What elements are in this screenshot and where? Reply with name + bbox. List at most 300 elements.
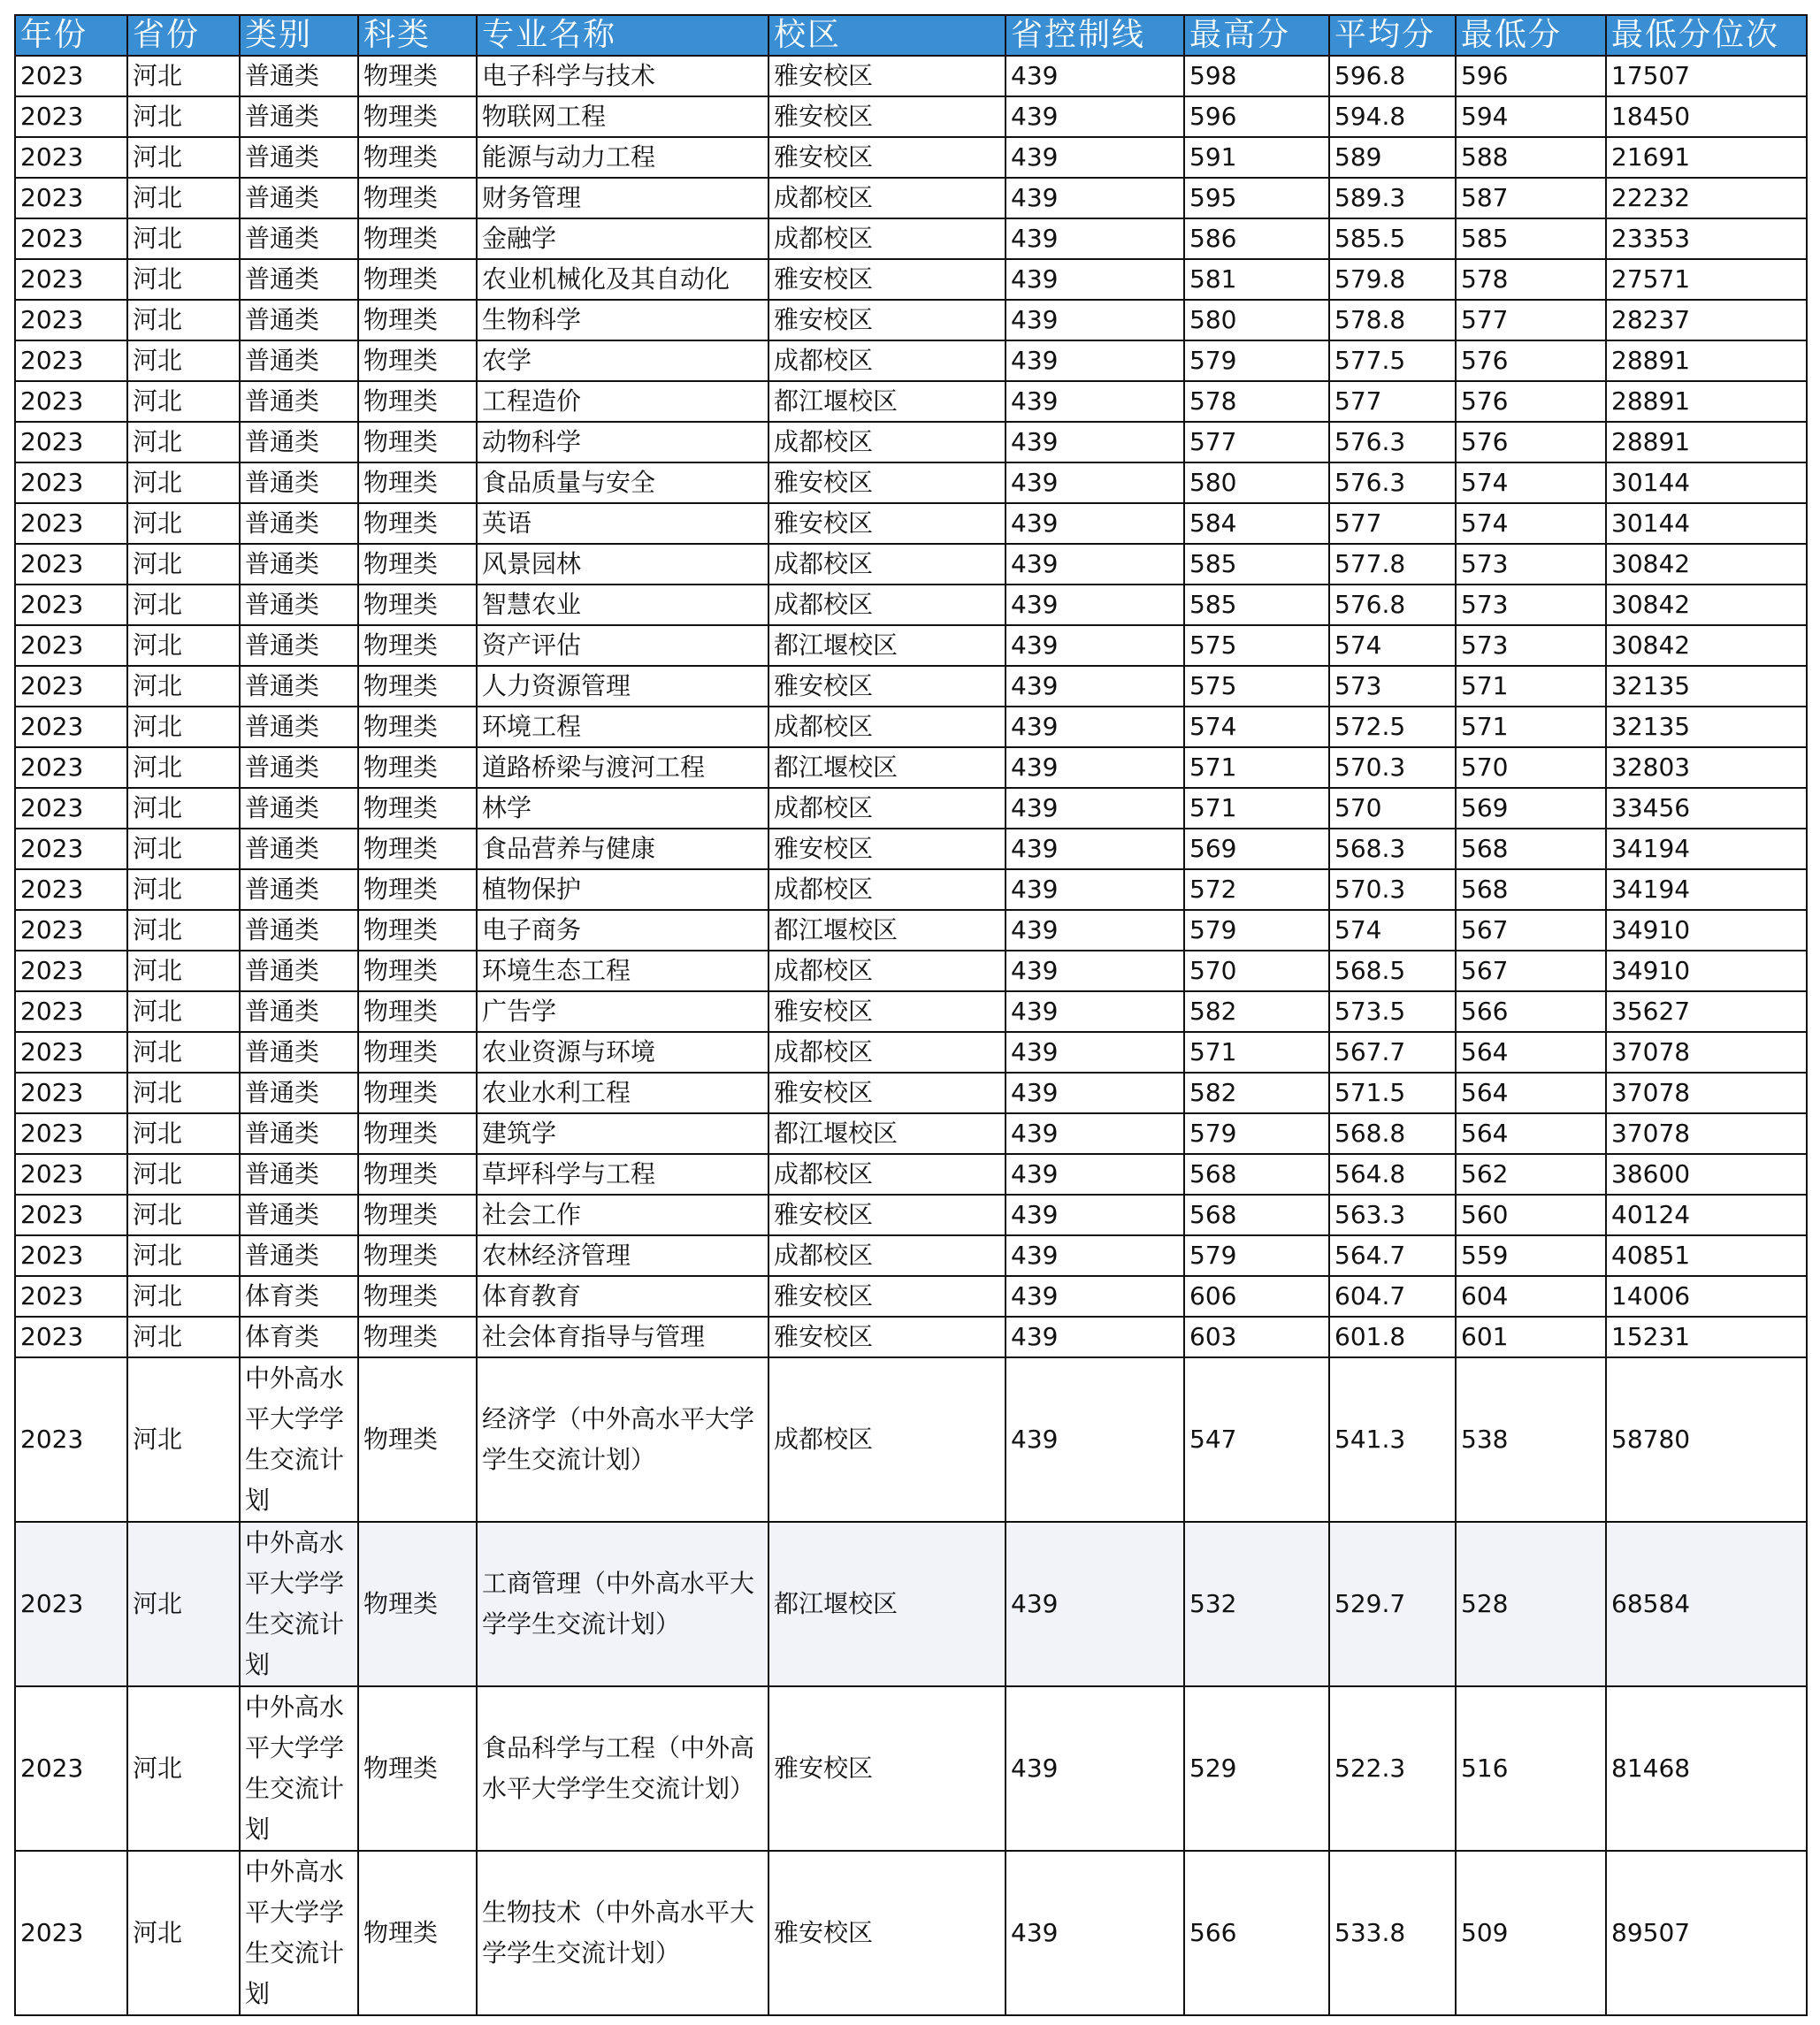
cell-min-rank: 34194 (1606, 829, 1807, 869)
table-row (15, 218, 1807, 259)
cell-province: 河北 (127, 869, 240, 910)
cell-year: 2023 (15, 1851, 127, 2015)
cell-control-line: 439 (1006, 747, 1184, 788)
cell-major: 草坪科学与工程 (477, 1154, 769, 1195)
column-header-campus: 校区 (769, 15, 1006, 56)
cell-control-line: 439 (1006, 910, 1184, 951)
table-body (15, 56, 1807, 2015)
cell-min-rank: 40124 (1606, 1195, 1807, 1235)
cell-subject: 物理类 (358, 951, 477, 991)
cell-province: 河北 (127, 178, 240, 218)
cell-province: 河北 (127, 1522, 240, 1686)
cell-control-line: 439 (1006, 951, 1184, 991)
cell-max-score: 566 (1184, 1851, 1329, 2015)
cell-year: 2023 (15, 1235, 127, 1276)
cell-min-score: 573 (1456, 544, 1606, 585)
table-row (15, 585, 1807, 625)
cell-category: 普通类 (240, 625, 358, 666)
cell-year: 2023 (15, 666, 127, 707)
cell-avg-score: 594.8 (1329, 96, 1456, 137)
cell-major: 工程造价 (477, 381, 769, 422)
header-row (15, 15, 1807, 56)
cell-subject: 物理类 (358, 218, 477, 259)
cell-subject: 物理类 (358, 137, 477, 178)
cell-subject: 物理类 (358, 707, 477, 747)
cell-max-score: 579 (1184, 910, 1329, 951)
cell-avg-score: 577.5 (1329, 340, 1456, 381)
cell-campus: 成都校区 (769, 951, 1006, 991)
cell-control-line: 439 (1006, 1235, 1184, 1276)
cell-avg-score: 541.3 (1329, 1357, 1456, 1522)
cell-max-score: 577 (1184, 422, 1329, 462)
column-header-subject: 科类 (358, 15, 477, 56)
cell-category: 普通类 (240, 56, 358, 96)
cell-campus: 雅安校区 (769, 462, 1006, 503)
cell-avg-score: 574 (1329, 910, 1456, 951)
cell-campus: 都江堰校区 (769, 625, 1006, 666)
cell-subject: 物理类 (358, 1522, 477, 1686)
cell-min-score: 578 (1456, 259, 1606, 300)
table-row (15, 747, 1807, 788)
cell-max-score: 529 (1184, 1686, 1329, 1851)
cell-province: 河北 (127, 666, 240, 707)
cell-min-score: 587 (1456, 178, 1606, 218)
cell-max-score: 582 (1184, 1073, 1329, 1113)
cell-avg-score: 576.8 (1329, 585, 1456, 625)
cell-campus: 成都校区 (769, 707, 1006, 747)
cell-subject: 物理类 (358, 788, 477, 829)
cell-campus: 雅安校区 (769, 137, 1006, 178)
cell-subject: 物理类 (358, 56, 477, 96)
cell-control-line: 439 (1006, 218, 1184, 259)
table-row (15, 462, 1807, 503)
cell-control-line: 439 (1006, 707, 1184, 747)
cell-major: 能源与动力工程 (477, 137, 769, 178)
cell-subject: 物理类 (358, 178, 477, 218)
cell-avg-score: 571.5 (1329, 1073, 1456, 1113)
table-row (15, 829, 1807, 869)
cell-year: 2023 (15, 707, 127, 747)
cell-min-score: 564 (1456, 1032, 1606, 1073)
cell-max-score: 584 (1184, 503, 1329, 544)
cell-province: 河北 (127, 1154, 240, 1195)
cell-major: 环境生态工程 (477, 951, 769, 991)
cell-control-line: 439 (1006, 1522, 1184, 1686)
cell-subject: 物理类 (358, 1357, 477, 1522)
cell-province: 河北 (127, 951, 240, 991)
cell-min-rank: 30842 (1606, 544, 1807, 585)
table-row (15, 1522, 1807, 1686)
cell-major: 食品营养与健康 (477, 829, 769, 869)
cell-year: 2023 (15, 747, 127, 788)
cell-max-score: 571 (1184, 747, 1329, 788)
cell-category: 普通类 (240, 1235, 358, 1276)
cell-year: 2023 (15, 1073, 127, 1113)
cell-avg-score: 585.5 (1329, 218, 1456, 259)
cell-avg-score: 572.5 (1329, 707, 1456, 747)
cell-category: 普通类 (240, 707, 358, 747)
cell-category: 普通类 (240, 422, 358, 462)
cell-min-rank: 28891 (1606, 340, 1807, 381)
cell-subject: 物理类 (358, 503, 477, 544)
cell-min-score: 601 (1456, 1317, 1606, 1357)
cell-province: 河北 (127, 585, 240, 625)
cell-year: 2023 (15, 1113, 127, 1154)
cell-min-rank: 14006 (1606, 1276, 1807, 1317)
cell-category: 体育类 (240, 1276, 358, 1317)
cell-min-score: 516 (1456, 1686, 1606, 1851)
cell-campus: 成都校区 (769, 178, 1006, 218)
cell-avg-score: 564.7 (1329, 1235, 1456, 1276)
cell-min-rank: 23353 (1606, 218, 1807, 259)
cell-min-rank: 33456 (1606, 788, 1807, 829)
cell-control-line: 439 (1006, 1317, 1184, 1357)
cell-max-score: 571 (1184, 788, 1329, 829)
cell-category: 普通类 (240, 829, 358, 869)
cell-control-line: 439 (1006, 829, 1184, 869)
cell-min-rank: 18450 (1606, 96, 1807, 137)
cell-category: 普通类 (240, 869, 358, 910)
cell-min-score: 568 (1456, 829, 1606, 869)
cell-province: 河北 (127, 503, 240, 544)
cell-min-score: 559 (1456, 1235, 1606, 1276)
cell-avg-score: 570 (1329, 788, 1456, 829)
cell-major: 农业资源与环境 (477, 1032, 769, 1073)
cell-year: 2023 (15, 788, 127, 829)
cell-min-score: 509 (1456, 1851, 1606, 2015)
cell-min-rank: 40851 (1606, 1235, 1807, 1276)
cell-min-score: 571 (1456, 666, 1606, 707)
cell-control-line: 439 (1006, 503, 1184, 544)
cell-max-score: 585 (1184, 585, 1329, 625)
cell-subject: 物理类 (358, 625, 477, 666)
cell-category: 普通类 (240, 178, 358, 218)
cell-min-rank: 22232 (1606, 178, 1807, 218)
cell-control-line: 439 (1006, 625, 1184, 666)
cell-max-score: 574 (1184, 707, 1329, 747)
cell-avg-score: 604.7 (1329, 1276, 1456, 1317)
cell-min-rank: 30842 (1606, 585, 1807, 625)
cell-min-rank: 34194 (1606, 869, 1807, 910)
cell-category: 中外高水平大学学生交流计划 (240, 1851, 358, 2015)
cell-year: 2023 (15, 951, 127, 991)
cell-campus: 雅安校区 (769, 1195, 1006, 1235)
cell-year: 2023 (15, 340, 127, 381)
cell-control-line: 439 (1006, 1195, 1184, 1235)
cell-campus: 成都校区 (769, 1154, 1006, 1195)
table-row (15, 56, 1807, 96)
column-header-major: 专业名称 (477, 15, 769, 56)
cell-province: 河北 (127, 1851, 240, 2015)
cell-avg-score: 563.3 (1329, 1195, 1456, 1235)
cell-avg-score: 570.3 (1329, 747, 1456, 788)
cell-avg-score: 574 (1329, 625, 1456, 666)
cell-control-line: 439 (1006, 422, 1184, 462)
cell-year: 2023 (15, 625, 127, 666)
cell-max-score: 580 (1184, 462, 1329, 503)
cell-year: 2023 (15, 829, 127, 869)
cell-min-score: 604 (1456, 1276, 1606, 1317)
cell-category: 普通类 (240, 1073, 358, 1113)
cell-avg-score: 589.3 (1329, 178, 1456, 218)
cell-province: 河北 (127, 544, 240, 585)
cell-min-score: 564 (1456, 1073, 1606, 1113)
cell-min-score: 528 (1456, 1522, 1606, 1686)
cell-min-rank: 28891 (1606, 422, 1807, 462)
cell-min-score: 588 (1456, 137, 1606, 178)
cell-control-line: 439 (1006, 259, 1184, 300)
cell-min-score: 562 (1456, 1154, 1606, 1195)
cell-avg-score: 529.7 (1329, 1522, 1456, 1686)
cell-year: 2023 (15, 422, 127, 462)
cell-min-score: 574 (1456, 462, 1606, 503)
cell-min-score: 573 (1456, 625, 1606, 666)
cell-province: 河北 (127, 1276, 240, 1317)
cell-province: 河北 (127, 1357, 240, 1522)
cell-avg-score: 577 (1329, 381, 1456, 422)
cell-min-score: 574 (1456, 503, 1606, 544)
cell-campus: 都江堰校区 (769, 910, 1006, 951)
cell-min-score: 594 (1456, 96, 1606, 137)
table-row (15, 544, 1807, 585)
cell-campus: 成都校区 (769, 869, 1006, 910)
cell-control-line: 439 (1006, 137, 1184, 178)
admission-score-table (14, 14, 1808, 2016)
cell-control-line: 439 (1006, 300, 1184, 340)
cell-year: 2023 (15, 137, 127, 178)
cell-min-rank: 28891 (1606, 381, 1807, 422)
cell-control-line: 439 (1006, 1113, 1184, 1154)
cell-campus: 成都校区 (769, 422, 1006, 462)
cell-min-rank: 37078 (1606, 1113, 1807, 1154)
cell-major: 人力资源管理 (477, 666, 769, 707)
cell-min-score: 568 (1456, 869, 1606, 910)
table-header (15, 15, 1807, 56)
cell-min-score: 560 (1456, 1195, 1606, 1235)
cell-control-line: 439 (1006, 1357, 1184, 1522)
cell-major: 智慧农业 (477, 585, 769, 625)
table-row (15, 991, 1807, 1032)
cell-year: 2023 (15, 381, 127, 422)
cell-major: 体育教育 (477, 1276, 769, 1317)
table-row (15, 96, 1807, 137)
cell-min-score: 577 (1456, 300, 1606, 340)
cell-subject: 物理类 (358, 96, 477, 137)
cell-max-score: 595 (1184, 178, 1329, 218)
cell-min-rank: 15231 (1606, 1317, 1807, 1357)
cell-control-line: 439 (1006, 869, 1184, 910)
cell-max-score: 606 (1184, 1276, 1329, 1317)
cell-min-score: 567 (1456, 910, 1606, 951)
table-row (15, 1073, 1807, 1113)
table-row (15, 788, 1807, 829)
column-header-control-line: 省控制线 (1006, 15, 1184, 56)
cell-province: 河北 (127, 1195, 240, 1235)
cell-min-rank: 34910 (1606, 951, 1807, 991)
cell-campus: 成都校区 (769, 788, 1006, 829)
cell-subject: 物理类 (358, 1235, 477, 1276)
table-row (15, 1154, 1807, 1195)
cell-subject: 物理类 (358, 1317, 477, 1357)
cell-subject: 物理类 (358, 1113, 477, 1154)
cell-campus: 成都校区 (769, 1357, 1006, 1522)
cell-category: 普通类 (240, 666, 358, 707)
cell-major: 电子科学与技术 (477, 56, 769, 96)
cell-campus: 成都校区 (769, 218, 1006, 259)
cell-min-rank: 38600 (1606, 1154, 1807, 1195)
cell-avg-score: 573.5 (1329, 991, 1456, 1032)
column-header-min-rank: 最低分位次 (1606, 15, 1807, 56)
cell-campus: 都江堰校区 (769, 1522, 1006, 1686)
cell-province: 河北 (127, 259, 240, 300)
cell-major: 社会体育指导与管理 (477, 1317, 769, 1357)
cell-subject: 物理类 (358, 1851, 477, 2015)
cell-min-score: 538 (1456, 1357, 1606, 1522)
cell-max-score: 569 (1184, 829, 1329, 869)
table-row (15, 1317, 1807, 1357)
cell-min-rank: 32803 (1606, 747, 1807, 788)
column-header-max-score: 最高分 (1184, 15, 1329, 56)
cell-major: 财务管理 (477, 178, 769, 218)
cell-province: 河北 (127, 1686, 240, 1851)
cell-province: 河北 (127, 829, 240, 869)
cell-control-line: 439 (1006, 1154, 1184, 1195)
cell-max-score: 568 (1184, 1154, 1329, 1195)
cell-category: 普通类 (240, 544, 358, 585)
cell-province: 河北 (127, 625, 240, 666)
cell-min-score: 576 (1456, 381, 1606, 422)
cell-major: 道路桥梁与渡河工程 (477, 747, 769, 788)
cell-min-rank: 28237 (1606, 300, 1807, 340)
cell-avg-score: 577.8 (1329, 544, 1456, 585)
column-header-province: 省份 (127, 15, 240, 56)
table-row (15, 259, 1807, 300)
cell-major: 动物科学 (477, 422, 769, 462)
cell-campus: 雅安校区 (769, 666, 1006, 707)
cell-category: 中外高水平大学学生交流计划 (240, 1686, 358, 1851)
cell-major: 工商管理（中外高水平大学学生交流计划） (477, 1522, 769, 1686)
cell-subject: 物理类 (358, 666, 477, 707)
cell-max-score: 579 (1184, 1113, 1329, 1154)
cell-category: 普通类 (240, 585, 358, 625)
cell-subject: 物理类 (358, 462, 477, 503)
cell-year: 2023 (15, 1522, 127, 1686)
cell-control-line: 439 (1006, 1851, 1184, 2015)
table-row (15, 381, 1807, 422)
cell-subject: 物理类 (358, 1032, 477, 1073)
cell-category: 普通类 (240, 259, 358, 300)
cell-subject: 物理类 (358, 259, 477, 300)
cell-major: 农业机械化及其自动化 (477, 259, 769, 300)
cell-campus: 成都校区 (769, 1235, 1006, 1276)
cell-control-line: 439 (1006, 1032, 1184, 1073)
cell-avg-score: 564.8 (1329, 1154, 1456, 1195)
cell-avg-score: 578.8 (1329, 300, 1456, 340)
cell-campus: 都江堰校区 (769, 381, 1006, 422)
cell-major: 农业水利工程 (477, 1073, 769, 1113)
cell-category: 普通类 (240, 340, 358, 381)
table-row (15, 869, 1807, 910)
cell-min-rank: 17507 (1606, 56, 1807, 96)
cell-avg-score: 577 (1329, 503, 1456, 544)
cell-category: 普通类 (240, 1154, 358, 1195)
cell-min-rank: 89507 (1606, 1851, 1807, 2015)
cell-campus: 雅安校区 (769, 96, 1006, 137)
cell-max-score: 598 (1184, 56, 1329, 96)
table-row (15, 503, 1807, 544)
cell-category: 普通类 (240, 503, 358, 544)
cell-campus: 雅安校区 (769, 1686, 1006, 1851)
cell-year: 2023 (15, 218, 127, 259)
cell-campus: 雅安校区 (769, 1276, 1006, 1317)
cell-major: 环境工程 (477, 707, 769, 747)
cell-min-rank: 81468 (1606, 1686, 1807, 1851)
cell-category: 普通类 (240, 991, 358, 1032)
cell-subject: 物理类 (358, 1276, 477, 1317)
cell-max-score: 579 (1184, 340, 1329, 381)
cell-min-score: 573 (1456, 585, 1606, 625)
cell-year: 2023 (15, 1357, 127, 1522)
cell-category: 普通类 (240, 1032, 358, 1073)
cell-control-line: 439 (1006, 585, 1184, 625)
cell-min-rank: 68584 (1606, 1522, 1807, 1686)
cell-max-score: 547 (1184, 1357, 1329, 1522)
cell-min-score: 576 (1456, 422, 1606, 462)
cell-max-score: 572 (1184, 869, 1329, 910)
cell-province: 河北 (127, 96, 240, 137)
cell-min-rank: 32135 (1606, 666, 1807, 707)
cell-year: 2023 (15, 1276, 127, 1317)
cell-campus: 都江堰校区 (769, 747, 1006, 788)
cell-subject: 物理类 (358, 1154, 477, 1195)
cell-min-rank: 21691 (1606, 137, 1807, 178)
cell-max-score: 586 (1184, 218, 1329, 259)
cell-year: 2023 (15, 544, 127, 585)
table-row (15, 1357, 1807, 1522)
cell-year: 2023 (15, 503, 127, 544)
cell-major: 食品质量与安全 (477, 462, 769, 503)
cell-subject: 物理类 (358, 829, 477, 869)
cell-campus: 雅安校区 (769, 1317, 1006, 1357)
cell-category: 中外高水平大学学生交流计划 (240, 1357, 358, 1522)
cell-category: 普通类 (240, 218, 358, 259)
cell-major: 资产评估 (477, 625, 769, 666)
cell-campus: 雅安校区 (769, 1851, 1006, 2015)
cell-major: 农林经济管理 (477, 1235, 769, 1276)
column-header-min-score: 最低分 (1456, 15, 1606, 56)
cell-avg-score: 533.8 (1329, 1851, 1456, 2015)
cell-max-score: 585 (1184, 544, 1329, 585)
cell-category: 中外高水平大学学生交流计划 (240, 1522, 358, 1686)
cell-max-score: 571 (1184, 1032, 1329, 1073)
cell-control-line: 439 (1006, 1686, 1184, 1851)
cell-control-line: 439 (1006, 462, 1184, 503)
table-row (15, 1032, 1807, 1073)
cell-major: 生物科学 (477, 300, 769, 340)
cell-subject: 物理类 (358, 991, 477, 1032)
table-row (15, 666, 1807, 707)
cell-province: 河北 (127, 56, 240, 96)
cell-major: 物联网工程 (477, 96, 769, 137)
cell-max-score: 532 (1184, 1522, 1329, 1686)
cell-control-line: 439 (1006, 666, 1184, 707)
cell-max-score: 568 (1184, 1195, 1329, 1235)
cell-province: 河北 (127, 910, 240, 951)
cell-major: 金融学 (477, 218, 769, 259)
cell-subject: 物理类 (358, 747, 477, 788)
cell-max-score: 596 (1184, 96, 1329, 137)
cell-avg-score: 596.8 (1329, 56, 1456, 96)
